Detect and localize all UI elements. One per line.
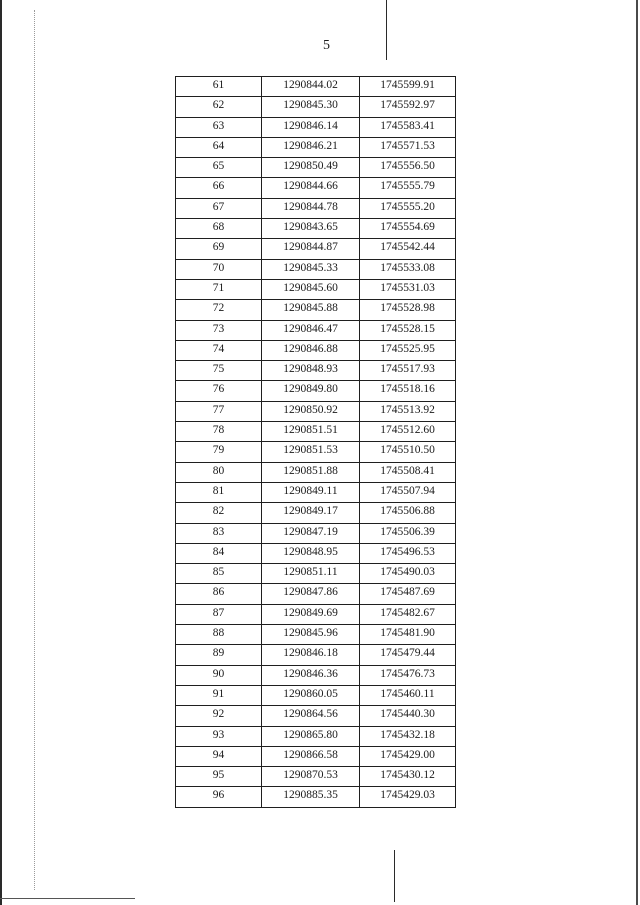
point-number-cell: 92	[176, 706, 262, 726]
y-coordinate-cell: 1745592.97	[360, 97, 456, 117]
y-coordinate-cell: 1745510.50	[360, 442, 456, 462]
y-coordinate-cell: 1745512.60	[360, 422, 456, 442]
point-number-cell: 74	[176, 340, 262, 360]
x-coordinate-cell: 1290846.36	[262, 665, 360, 685]
table-row	[176, 746, 456, 766]
x-coordinate-cell: 1290870.53	[262, 767, 360, 787]
x-coordinate-cell: 1290849.69	[262, 604, 360, 624]
table-row	[176, 665, 456, 685]
x-coordinate-cell: 1290846.18	[262, 645, 360, 665]
y-coordinate-cell: 1745506.88	[360, 503, 456, 523]
point-number-cell: 76	[176, 381, 262, 401]
x-coordinate-cell: 1290844.78	[262, 198, 360, 218]
scan-edge-left	[0, 0, 2, 905]
x-coordinate-cell: 1290845.33	[262, 259, 360, 279]
point-number-cell: 96	[176, 787, 262, 807]
x-coordinate-cell: 1290849.80	[262, 381, 360, 401]
x-coordinate-cell: 1290846.14	[262, 117, 360, 137]
point-number-cell: 93	[176, 726, 262, 746]
point-number-cell: 85	[176, 564, 262, 584]
x-coordinate-cell: 1290850.49	[262, 158, 360, 178]
point-number-cell: 68	[176, 219, 262, 239]
table-row	[176, 198, 456, 218]
coordinates-table	[175, 76, 456, 808]
point-number-cell: 66	[176, 178, 262, 198]
table-row	[176, 543, 456, 563]
y-coordinate-cell: 1745555.20	[360, 198, 456, 218]
x-coordinate-cell: 1290847.19	[262, 523, 360, 543]
x-coordinate-cell: 1290846.88	[262, 340, 360, 360]
point-number-cell: 71	[176, 279, 262, 299]
table-row	[176, 706, 456, 726]
table-row	[176, 726, 456, 746]
point-number-cell: 64	[176, 137, 262, 157]
x-coordinate-cell: 1290846.21	[262, 137, 360, 157]
table-row	[176, 117, 456, 137]
x-coordinate-cell: 1290866.58	[262, 746, 360, 766]
point-number-cell: 77	[176, 401, 262, 421]
x-coordinate-cell: 1290845.30	[262, 97, 360, 117]
x-coordinate-cell: 1290844.87	[262, 239, 360, 259]
table-row	[176, 482, 456, 502]
y-coordinate-cell: 1745556.50	[360, 158, 456, 178]
y-coordinate-cell: 1745518.16	[360, 381, 456, 401]
y-coordinate-cell: 1745533.08	[360, 259, 456, 279]
point-number-cell: 81	[176, 482, 262, 502]
x-coordinate-cell: 1290846.47	[262, 320, 360, 340]
table-row	[176, 685, 456, 705]
coordinates-table-body	[176, 77, 456, 808]
point-number-cell: 94	[176, 746, 262, 766]
table-row	[176, 503, 456, 523]
y-coordinate-cell: 1745487.69	[360, 584, 456, 604]
point-number-cell: 69	[176, 239, 262, 259]
y-coordinate-cell: 1745430.12	[360, 767, 456, 787]
y-coordinate-cell: 1745507.94	[360, 482, 456, 502]
table-row	[176, 442, 456, 462]
y-coordinate-cell: 1745496.53	[360, 543, 456, 563]
point-number-cell: 95	[176, 767, 262, 787]
table-row	[176, 259, 456, 279]
table-row	[176, 462, 456, 482]
table-row	[176, 340, 456, 360]
x-coordinate-cell: 1290849.11	[262, 482, 360, 502]
x-coordinate-cell: 1290844.66	[262, 178, 360, 198]
y-coordinate-cell: 1745525.95	[360, 340, 456, 360]
x-coordinate-cell: 1290885.35	[262, 787, 360, 807]
y-coordinate-cell: 1745460.11	[360, 685, 456, 705]
point-number-cell: 62	[176, 97, 262, 117]
x-coordinate-cell: 1290864.56	[262, 706, 360, 726]
x-coordinate-cell: 1290851.88	[262, 462, 360, 482]
x-coordinate-cell: 1290849.17	[262, 503, 360, 523]
point-number-cell: 80	[176, 462, 262, 482]
point-number-cell: 84	[176, 543, 262, 563]
point-number-cell: 63	[176, 117, 262, 137]
point-number-cell: 87	[176, 604, 262, 624]
point-number-cell: 65	[176, 158, 262, 178]
table-row	[176, 584, 456, 604]
table-row	[176, 523, 456, 543]
table-row	[176, 564, 456, 584]
x-coordinate-cell: 1290848.93	[262, 361, 360, 381]
x-coordinate-cell: 1290845.96	[262, 625, 360, 645]
point-number-cell: 82	[176, 503, 262, 523]
y-coordinate-cell: 1745599.91	[360, 77, 456, 97]
y-coordinate-cell: 1745508.41	[360, 462, 456, 482]
scan-mark-bottom-left	[0, 898, 135, 899]
x-coordinate-cell: 1290851.53	[262, 442, 360, 462]
y-coordinate-cell: 1745571.53	[360, 137, 456, 157]
table-row	[176, 279, 456, 299]
table-row	[176, 401, 456, 421]
table-row	[176, 625, 456, 645]
y-coordinate-cell: 1745528.15	[360, 320, 456, 340]
x-coordinate-cell: 1290845.60	[262, 279, 360, 299]
table-row	[176, 97, 456, 117]
table-row	[176, 381, 456, 401]
table-row	[176, 77, 456, 97]
y-coordinate-cell: 1745554.69	[360, 219, 456, 239]
y-coordinate-cell: 1745531.03	[360, 279, 456, 299]
table-row	[176, 645, 456, 665]
point-number-cell: 89	[176, 645, 262, 665]
y-coordinate-cell: 1745542.44	[360, 239, 456, 259]
y-coordinate-cell: 1745555.79	[360, 178, 456, 198]
scan-edge-right	[636, 0, 638, 905]
table-row	[176, 767, 456, 787]
y-coordinate-cell: 1745429.03	[360, 787, 456, 807]
table-row	[176, 137, 456, 157]
y-coordinate-cell: 1745479.44	[360, 645, 456, 665]
page-number: 5	[323, 38, 330, 53]
table-row	[176, 422, 456, 442]
point-number-cell: 70	[176, 259, 262, 279]
x-coordinate-cell: 1290851.11	[262, 564, 360, 584]
point-number-cell: 90	[176, 665, 262, 685]
point-number-cell: 78	[176, 422, 262, 442]
x-coordinate-cell: 1290845.88	[262, 300, 360, 320]
point-number-cell: 79	[176, 442, 262, 462]
point-number-cell: 67	[176, 198, 262, 218]
y-coordinate-cell: 1745482.67	[360, 604, 456, 624]
point-number-cell: 61	[176, 77, 262, 97]
table-row	[176, 219, 456, 239]
x-coordinate-cell: 1290850.92	[262, 401, 360, 421]
y-coordinate-cell: 1745517.93	[360, 361, 456, 381]
x-coordinate-cell: 1290851.51	[262, 422, 360, 442]
table-row	[176, 787, 456, 807]
point-number-cell: 88	[176, 625, 262, 645]
y-coordinate-cell: 1745513.92	[360, 401, 456, 421]
point-number-cell: 86	[176, 584, 262, 604]
y-coordinate-cell: 1745490.03	[360, 564, 456, 584]
scan-dots-left	[34, 10, 35, 890]
y-coordinate-cell: 1745481.90	[360, 625, 456, 645]
x-coordinate-cell: 1290843.65	[262, 219, 360, 239]
table-row	[176, 239, 456, 259]
y-coordinate-cell: 1745429.00	[360, 746, 456, 766]
scan-mark-bottom	[394, 850, 395, 902]
point-number-cell: 73	[176, 320, 262, 340]
x-coordinate-cell: 1290847.86	[262, 584, 360, 604]
point-number-cell: 75	[176, 361, 262, 381]
table-row	[176, 158, 456, 178]
y-coordinate-cell: 1745528.98	[360, 300, 456, 320]
table-row	[176, 320, 456, 340]
x-coordinate-cell: 1290848.95	[262, 543, 360, 563]
point-number-cell: 91	[176, 685, 262, 705]
point-number-cell: 83	[176, 523, 262, 543]
y-coordinate-cell: 1745440.30	[360, 706, 456, 726]
table-row	[176, 178, 456, 198]
x-coordinate-cell: 1290844.02	[262, 77, 360, 97]
y-coordinate-cell: 1745476.73	[360, 665, 456, 685]
table-row	[176, 300, 456, 320]
y-coordinate-cell: 1745583.41	[360, 117, 456, 137]
y-coordinate-cell: 1745432.18	[360, 726, 456, 746]
x-coordinate-cell: 1290860.05	[262, 685, 360, 705]
y-coordinate-cell: 1745506.39	[360, 523, 456, 543]
table-row	[176, 604, 456, 624]
x-coordinate-cell: 1290865.80	[262, 726, 360, 746]
table-row	[176, 361, 456, 381]
point-number-cell: 72	[176, 300, 262, 320]
